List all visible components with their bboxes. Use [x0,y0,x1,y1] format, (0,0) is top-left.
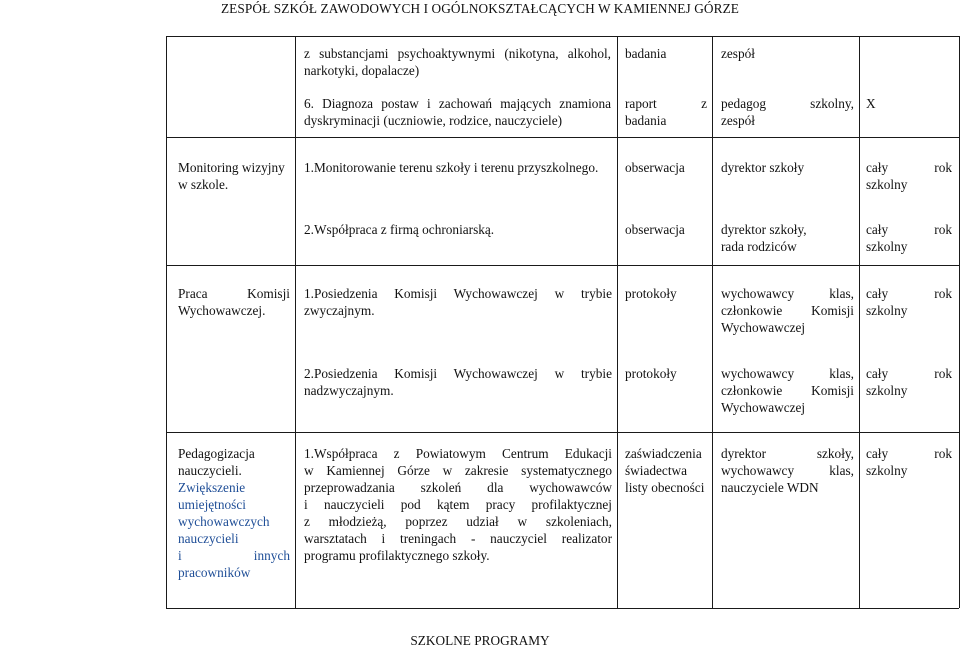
responsible-text-line: członkowie Komisji [721,383,854,398]
task-cell [304,159,611,176]
method-cell [625,445,711,496]
term-cell [866,95,952,112]
area-text-line: Wychowawczej. [178,303,266,318]
row-divider [166,432,959,433]
task-text-line: dyskryminacji (uczniowie, rodzice, nauczyciele) [304,113,563,128]
responsible-cell [721,159,855,176]
column-divider [859,36,860,608]
method-text: badania [625,46,667,61]
task-text-line: warsztatach i treningach - nauczyciel realizator [304,531,612,546]
term-cell [866,365,952,382]
area-text-line: Pedagogizacja [178,446,255,461]
responsible-cell [721,95,854,112]
task-text: 2.Współpraca z firmą ochroniarską. [304,222,495,237]
term-cell [866,176,952,193]
responsible-text-line: dyrektor szkoły, [721,446,854,461]
task-text-line: narkotyki, dopalacze) [304,63,420,78]
area-text-line: nauczycieli [178,531,239,546]
term-cell [866,285,952,302]
responsible-text-line: wychowawcy klas, [721,286,854,301]
task-text-line: 1.Posiedzenia Komisji Wychowawczej w trybie [304,286,612,301]
task-text-line: programu profilaktycznego szkoły. [304,548,490,563]
method-text-line: raport z [625,96,707,111]
area-cell [178,564,290,581]
term-cell [866,221,952,238]
term-cell [866,159,952,176]
term-text-line: cały rok [866,160,952,175]
task-cell [304,302,612,319]
responsible-cell [721,221,855,255]
responsible-text-line: Wychowawczej [721,400,806,415]
method-cell [625,112,707,129]
method-cell [625,285,709,302]
area-text-line: w szkole. [178,177,229,192]
row-divider [166,137,959,138]
task-cell [304,95,611,112]
task-cell [304,547,612,564]
responsible-text-line: wychowawcy klas, [721,366,854,381]
term-text-line: szkolny [866,239,908,254]
document-footer: SZKOLNE PROGRAMY [410,633,550,648]
term-cell [866,302,952,319]
method-text: obserwacja [625,160,685,175]
term-text-line: cały rok [866,286,952,301]
term-cell [866,462,952,479]
task-text-line: w Kamiennej Górze w zakresie systematycznego [304,463,612,478]
term-cell [866,382,952,399]
task-cell [304,445,612,547]
responsible-text-line: pedagog szkolny, [721,96,854,111]
column-divider [712,36,713,608]
task-text-line: 1.Współpraca z Powiatowym Centrum Edukacji [304,446,612,461]
responsible-cell [721,479,854,496]
term-cell [866,445,952,462]
column-divider [295,36,296,608]
term-text-line: cały rok [866,222,952,237]
responsible-cell [721,399,854,416]
area-cell [178,285,290,302]
term-text-line: szkolny [866,177,908,192]
area-text-line: Praca Komisji [178,286,290,301]
task-cell [304,221,611,238]
responsible-text-line: członkowie Komisji [721,303,854,318]
responsible-text-line: nauczyciele WDN [721,480,819,495]
responsible-cell [721,445,854,479]
method-cell [625,221,709,238]
row-divider [166,265,959,266]
responsible-cell [721,45,855,62]
task-cell [304,112,611,129]
column-divider [166,36,167,608]
area-text-line: umiejętności [178,497,246,512]
area-cell [178,159,290,193]
area-text-line: pracowników [178,565,251,580]
area-cell [178,547,290,564]
document-header: ZESPÓŁ SZKÓŁ ZAWODOWYCH I OGÓLNOKSZTAŁCĄCYCH W KAMIENNEJ GÓRZE [220,1,740,16]
term-text-line: szkolny [866,463,908,478]
area-text-line: nauczycieli. [178,463,242,478]
task-text-line: zwyczajnym. [304,303,375,318]
area-text-line: Monitoring wizyjny [178,160,285,175]
area-text-line: wychowawczych [178,514,270,529]
responsible-text-line: dyrektor szkoły, [721,222,807,237]
responsible-text: zespół [721,46,755,61]
responsible-text-line: rada rodziców [721,239,797,254]
method-cell [625,95,707,112]
responsible-cell [721,285,854,319]
area-cell [178,302,290,319]
term-text-line: cały rok [866,366,952,381]
method-text-line: zaświadczenia [625,446,702,461]
method-text-line: listy obecności [625,480,705,495]
method-cell [625,45,707,62]
responsible-cell [721,112,854,129]
term-text-line: szkolny [866,303,908,318]
responsible-text-line: zespół [721,113,755,128]
table-top-border [166,36,959,37]
method-cell [625,159,709,176]
task-text-line: z substancjami psychoaktywnymi (nikotyna, alkohol, [304,46,611,61]
area-cell [178,445,290,547]
method-text-line: badania [625,113,667,128]
responsible-text-line: Wychowawczej [721,320,806,335]
responsible-cell [721,365,854,399]
task-cell [304,45,611,62]
table-bottom-border [166,608,959,609]
task-text-line: i nauczycieli pod kątem pracy profilaktycznej [304,497,612,512]
area-text-line: Zwiększenie [178,480,246,495]
responsible-text-line: wychowawcy klas, [721,463,854,478]
task-text: 1.Monitorowanie terenu szkoły i terenu przyszkolnego. [304,160,599,175]
method-text: protokoły [625,366,677,381]
task-cell [304,365,612,382]
task-text-line: nadzwyczajnym. [304,383,394,398]
term-text-line: szkolny [866,383,908,398]
method-text: obserwacja [625,222,685,237]
task-text-line: przeprowadzania szkoleń dla wychowawców [304,480,612,495]
term-text: X [866,96,876,111]
responsible-text: dyrektor szkoły [721,160,805,175]
term-text-line: cały rok [866,446,952,461]
term-cell [866,238,952,255]
task-cell [304,382,612,399]
method-text: protokoły [625,286,677,301]
method-cell [625,365,709,382]
task-text-line: 2.Posiedzenia Komisji Wychowawczej w trybie [304,366,612,381]
area-text-line: i innych [178,548,290,563]
column-divider [617,36,618,608]
responsible-cell [721,319,854,336]
method-text-line: świadectwa [625,463,688,478]
task-cell [304,285,612,302]
task-text-line: z młodzieżą, poprzez udział w szkoleniach, [304,514,612,529]
task-cell [304,62,611,79]
task-text-line: 6. Diagnoza postaw i zachowań mających znamiona [304,96,611,111]
